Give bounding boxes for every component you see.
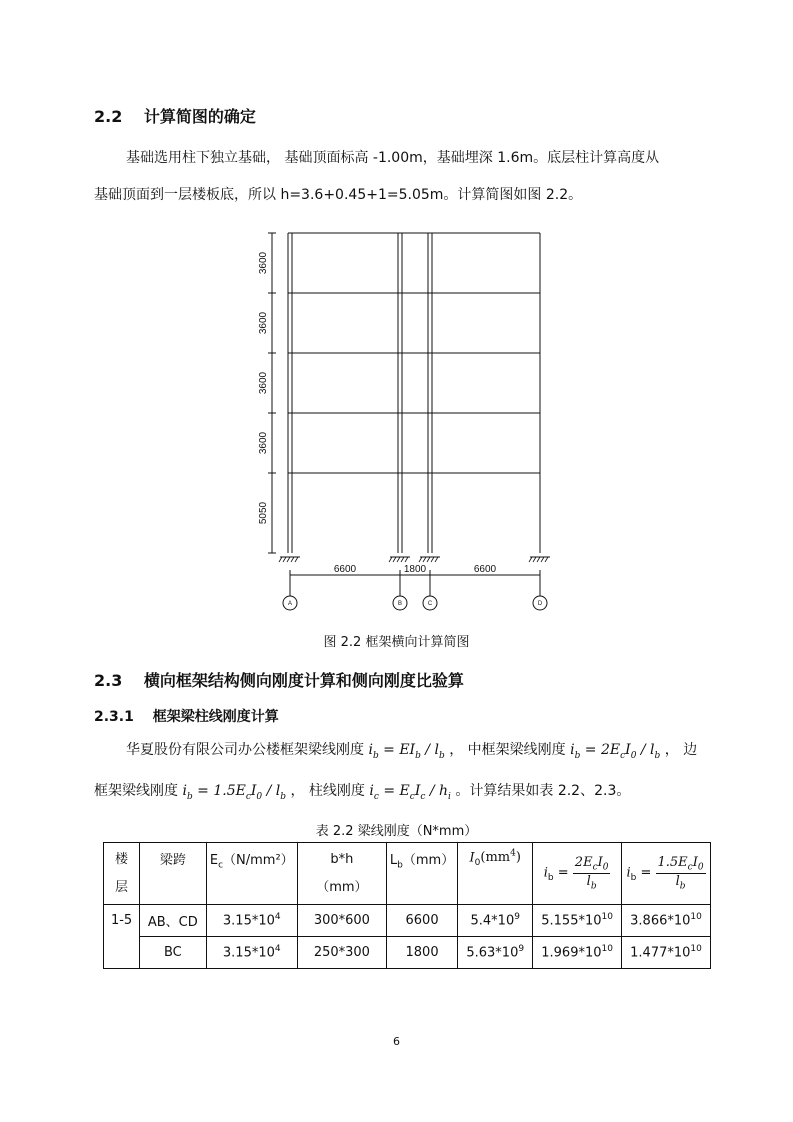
header-ec <box>206 843 297 905</box>
section-number: 2.3 <box>94 671 123 690</box>
cell-span: BC <box>140 937 206 969</box>
story-height-label: 3600 <box>258 431 269 455</box>
header-text: 层 <box>115 879 129 895</box>
cell-ib15 <box>622 937 711 969</box>
section-2-2-heading <box>94 104 256 127</box>
cell-bh: 250*300 <box>297 937 386 969</box>
cell-i0 <box>458 905 533 937</box>
stiffness-paragraph-line-1 <box>126 735 697 771</box>
formula-ib-middle: $i_b = 2E_cI_0 / l_b$ <box>570 742 661 761</box>
text: ， 中框架梁线刚度 <box>449 742 566 758</box>
cell-lb: 1800 <box>386 937 457 969</box>
cell-exp: 10 <box>690 944 702 955</box>
cell-text: 5.63*10 <box>466 945 519 961</box>
text: 。计算结果如表 2.2、2.3。 <box>455 783 631 799</box>
cell-i0 <box>458 937 533 969</box>
table-row <box>104 905 711 937</box>
header-text: b*h <box>330 851 354 867</box>
cell-text: 1.477*10 <box>630 945 691 961</box>
cell-ib15 <box>622 905 711 937</box>
story-height-label: 3600 <box>258 251 269 275</box>
cell-ec <box>206 905 297 937</box>
story-height-label: 5050 <box>258 501 269 525</box>
header-text: （N/mm²） <box>223 853 294 868</box>
section-title: 框架梁柱线刚度计算 <box>152 709 279 725</box>
header-i0: $I_0(mm^4)$ <box>458 843 533 905</box>
cell-lb: 6600 <box>386 905 457 937</box>
cell-floor: 1-5 <box>104 905 140 969</box>
cell-text: 3.15*10 <box>222 913 275 929</box>
cell-span: AB、CD <box>140 905 206 937</box>
cell-text: 1.969*10 <box>541 945 602 961</box>
section-number: 2.2 <box>94 107 123 126</box>
formula-ib: $i_b = EI_b / l_b$ <box>368 742 445 761</box>
stiffness-paragraph-line-2 <box>94 776 630 812</box>
cell-ib2 <box>533 905 622 937</box>
header-text: L <box>389 853 398 868</box>
header-floor <box>104 843 140 905</box>
cell-exp: 10 <box>601 944 613 955</box>
cell-ec <box>206 937 297 969</box>
header-ib-2ec: $i_b$ = $\frac{2E_cI_0}{l_b}$ <box>533 843 622 905</box>
frame-diagram <box>250 225 560 620</box>
cell-text: 3.15*10 <box>222 945 275 961</box>
header-text: 楼 <box>115 851 129 867</box>
axis-label: C <box>427 601 433 607</box>
section-number: 2.3.1 <box>94 709 134 725</box>
formula-ic: $i_c = E_cI_c / h_i$ <box>369 783 451 802</box>
table-header-row <box>104 843 711 905</box>
story-height-label: 3600 <box>258 371 269 395</box>
span-label: 6600 <box>473 564 497 575</box>
section-title: 计算简图的确定 <box>143 107 256 126</box>
header-bh <box>297 843 386 905</box>
formula-ib-edge: $i_b = 1.5E_cI_0 / l_b$ <box>182 783 287 802</box>
section-title: 横向框架结构侧向刚度计算和侧向刚度比验算 <box>143 671 464 690</box>
cell-exp: 9 <box>518 944 525 955</box>
header-text: E <box>209 853 219 868</box>
header-span: 梁跨 <box>140 843 206 905</box>
header-sub: b <box>397 860 403 871</box>
cell-exp: 4 <box>274 912 281 923</box>
header-text: （mm） <box>316 879 368 895</box>
text: 华夏股份有限公司办公楼框架梁线刚度 <box>126 742 364 758</box>
span-label: 1800 <box>403 564 427 575</box>
cell-exp: 4 <box>274 944 281 955</box>
axis-label: B <box>397 601 403 607</box>
text: 框架梁线刚度 <box>94 783 178 799</box>
section-2-3-1-heading <box>94 706 279 726</box>
table-row <box>104 937 711 969</box>
header-ib-15ec: $i_b$ = $\frac{1.5E_cI_0}{l_b}$ <box>622 843 711 905</box>
cell-bh: 300*600 <box>297 905 386 937</box>
story-height-label: 3600 <box>258 311 269 335</box>
cell-exp: 10 <box>601 912 613 923</box>
cell-exp: 10 <box>690 912 702 923</box>
page-number: 6 <box>393 1035 400 1048</box>
table-caption: 表 2.2 梁线刚度（N*mm） <box>315 824 478 839</box>
header-sub: c <box>218 860 224 871</box>
axis-label: D <box>537 601 543 607</box>
span-label: 6600 <box>333 564 357 575</box>
header-text: （mm） <box>402 853 455 868</box>
cell-text: 5.155*10 <box>541 913 602 929</box>
section-2-3-heading <box>94 668 464 691</box>
cell-exp: 9 <box>514 912 520 923</box>
beam-stiffness-table <box>103 842 711 969</box>
axis-label: A <box>287 601 293 607</box>
cell-text: 3.866*10 <box>630 913 691 929</box>
cell-text: 5.4*10 <box>470 913 515 929</box>
text: ， 边 <box>664 742 698 758</box>
figure-caption: 图 2.2 框架横向计算简图 <box>323 635 470 650</box>
header-lb <box>386 843 457 905</box>
paragraph-line: 基础顶面到一层楼板底，所以 h=3.6+0.45+1=5.05m。计算简图如图 2.2。 <box>94 187 583 203</box>
cell-ib2 <box>533 937 622 969</box>
paragraph-line: 基础选用柱下独立基础， 基础顶面标高 -1.00m，基础埋深 1.6m。底层柱计算高度从 <box>126 150 660 166</box>
text: ， 柱线刚度 <box>290 783 365 799</box>
